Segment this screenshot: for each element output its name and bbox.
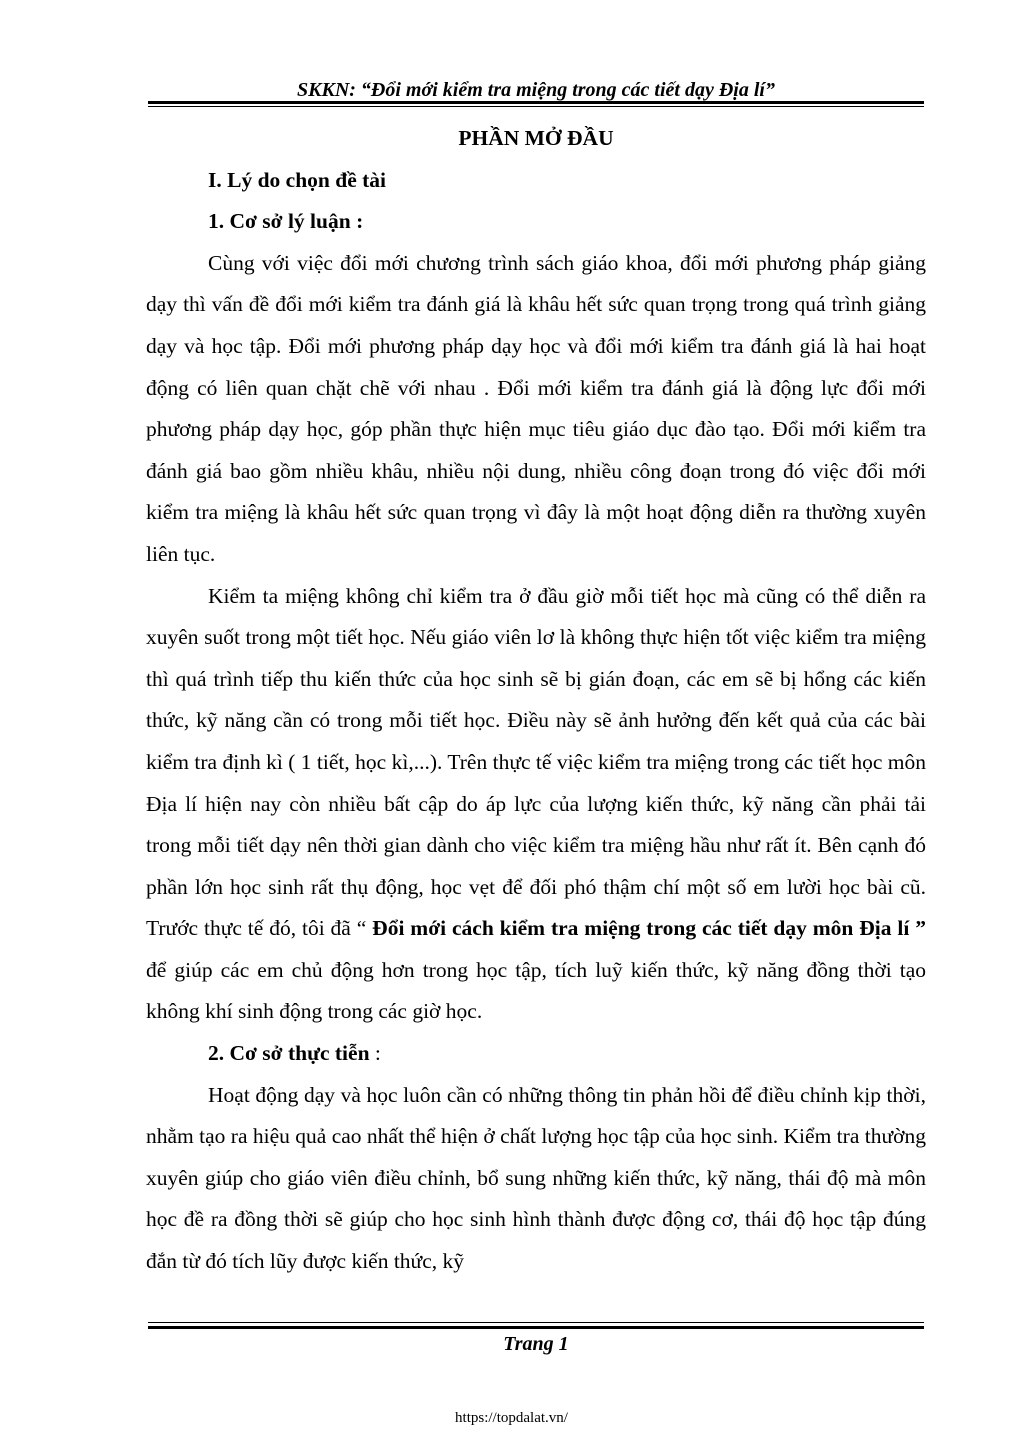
page-number: Trang 1 — [503, 1333, 569, 1355]
source-url[interactable]: https://topdalat.vn/ — [455, 1410, 568, 1426]
header-rule-thick — [148, 101, 924, 104]
paragraph-oral-test-text-1: Kiểm ta miệng không chỉ kiểm tra ở đầu giờ mỗi tiết học mà cũng có thể diễn ra xuyên suốt trong một tiết học. Nếu giáo viên lơ là không thực hiện tốt việc kiểm tra miệng thì quá trình tiếp thu kiến thức của học sinh sẽ bị gián đoạn, các em sẽ bị hổng các kiến thức, kỹ năng cần có trong mỗi tiết học. Điều này sẽ ảnh hưởng đến kết quả của các bài kiểm tra định kì ( 1 tiết, học kì,...). Trên thực tế việc kiểm tra miệng trong các tiết học môn Địa lí hiện nay còn nhiều bất cập do áp lực của lượng kiến thức, kỹ năng cần phải tải trong mỗi tiết dạy nên thời gian dành cho việc kiểm tra miệng hầu như rất ít. Bên cạnh đó phần lớn học sinh rất thụ động, học vẹt để đối phó thậm chí một số em lười học bài cũ. Trước thực tế đó, tôi đã “ — [146, 583, 926, 941]
heading-practice — [146, 1033, 926, 1075]
paragraph-practice: Hoạt động dạy và học luôn cần có những thông tin phản hồi để điều chỉnh kịp thời, nhằm tạo ra hiệu quả cao nhất thể hiện ở chất lượng học tập của học sinh. Kiểm tra thường xuyên giúp cho giáo viên điều chỉnh, bổ sung những kiến thức, kỹ năng, thái độ mà môn học đề ra đồng thời sẽ giúp cho học sinh hình thành được động cơ, thái độ học tập đúng đắn từ đó tích lũy được kiến thức, kỹ — [146, 1082, 926, 1274]
heading-practice-colon: : — [369, 1041, 381, 1066]
paragraph-oral-test-text-2: để giúp các em chủ động hơn trong học tập, tích luỹ kiến thức, kỹ năng đồng thời tạo không khí sinh động trong các giờ học. — [146, 957, 926, 1024]
heading-reason: I. Lý do chọn đề tài — [208, 167, 387, 192]
heading-theory: 1. Cơ sở lý luận : — [208, 209, 364, 234]
header-rule-thin — [148, 106, 924, 107]
footer-rule-thick — [148, 1326, 924, 1329]
topic-title-emphasis: Đổi mới cách kiểm tra miệng trong các tiết dạy môn Địa lí ” — [372, 916, 926, 941]
paragraph-oral-test — [146, 576, 926, 1034]
section-title: PHẦN MỞ ĐẦU — [458, 126, 614, 150]
footer-rule-thin — [148, 1322, 924, 1323]
heading-practice-label: 2. Cơ sở thực tiễn — [208, 1041, 370, 1066]
page-body — [146, 118, 926, 1283]
paragraph-theory: Cùng với việc đổi mới chương trình sách giáo khoa, đổi mới phương pháp giảng dạy thì vấn đề đổi mới kiểm tra đánh giá là khâu hết sức quan trọng trong quá trình giảng dạy và học tập. Đổi mới phương pháp dạy học và đổi mới kiểm tra đánh giá là hai hoạt động có liên quan chặt chẽ với nhau . Đổi mới kiểm tra đánh giá là động lực đổi mới phương pháp dạy học, góp phần thực hiện mục tiêu giáo dục đào tạo. Đổi mới kiểm tra đánh giá bao gồm nhiều khâu, nhiều nội dung, nhiều công đoạn trong đó việc đổi mới kiểm tra miệng là khâu hết sức quan trọng vì đây là một hoạt động diễn ra thường xuyên liên tục. — [146, 250, 926, 566]
running-header: SKKN: “Đổi mới kiểm tra miệng trong các tiết dạy Địa lí” — [297, 79, 775, 101]
